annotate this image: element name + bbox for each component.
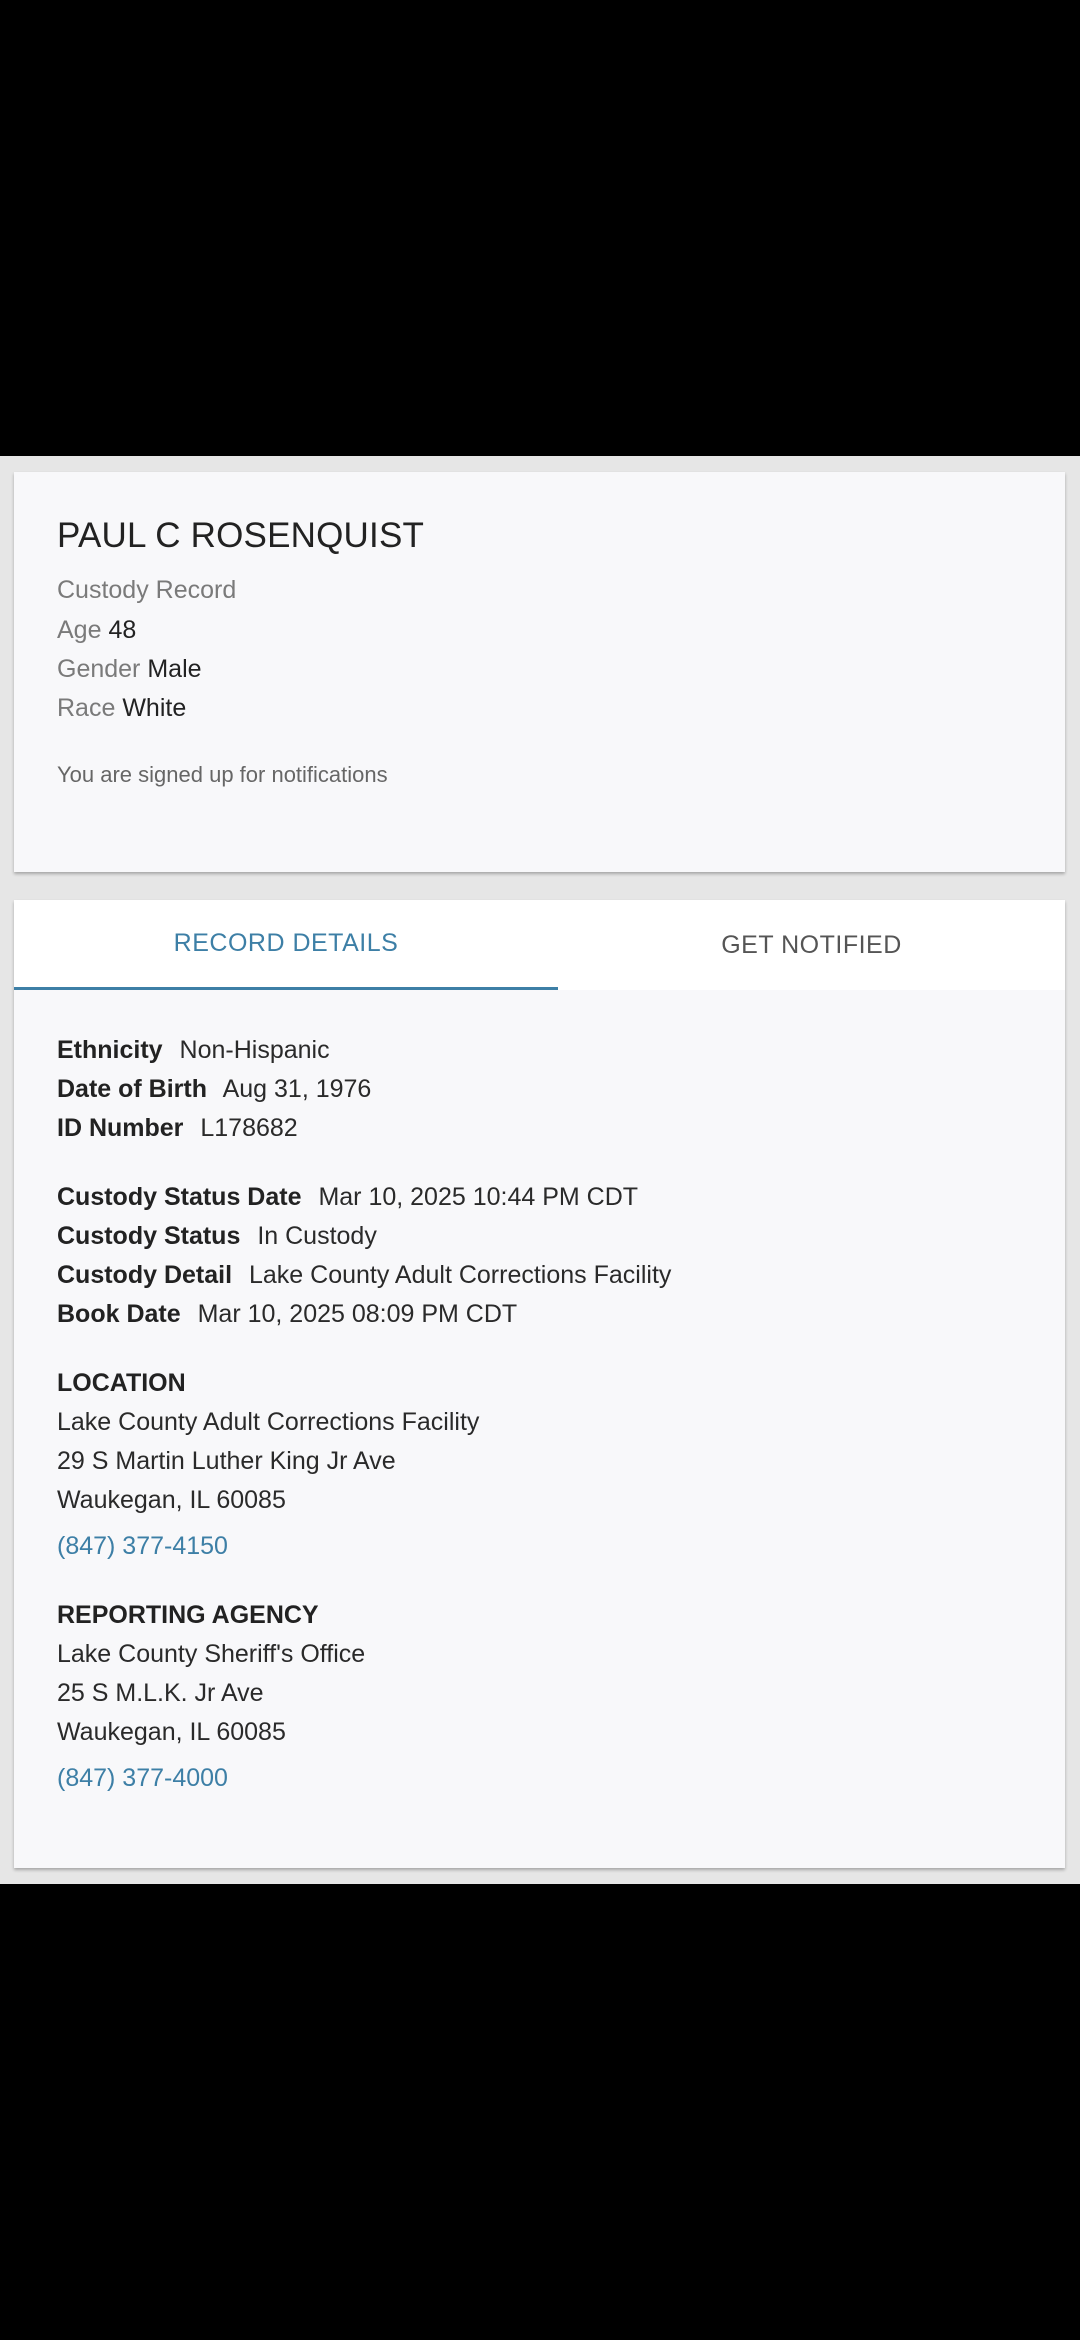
location-city: Waukegan, IL 60085	[57, 1486, 286, 1514]
age-field	[57, 616, 136, 645]
agency-phone-link[interactable]: (847) 377-4000	[57, 1764, 228, 1792]
record-details-card	[14, 900, 1065, 1868]
record-header-card	[14, 472, 1065, 872]
location-name: Lake County Adult Corrections Facility	[57, 1408, 480, 1436]
book-date-row	[57, 1300, 517, 1329]
book-date-value: Mar 10, 2025 08:09 PM CDT	[197, 1300, 518, 1328]
record-type-label: Custody Record	[57, 576, 237, 604]
agency-city: Waukegan, IL 60085	[57, 1718, 286, 1746]
ethnicity-label: Ethnicity	[57, 1036, 163, 1064]
location-street: 29 S Martin Luther King Jr Ave	[57, 1447, 396, 1475]
custody-status-value: In Custody	[257, 1222, 377, 1250]
id-number-label: ID Number	[57, 1114, 184, 1142]
person-name: PAUL C ROSENQUIST	[57, 516, 425, 555]
custody-status-label: Custody Status	[57, 1222, 241, 1250]
custody-status-date-row	[57, 1183, 638, 1212]
location-phone-link[interactable]: (847) 377-4150	[57, 1532, 228, 1560]
custody-status-row	[57, 1222, 377, 1251]
race-value: White	[122, 694, 187, 722]
dob-row	[57, 1075, 371, 1104]
notification-status: You are signed up for notifications	[57, 762, 388, 787]
app-viewport	[0, 456, 1080, 1884]
age-label: Age	[57, 616, 102, 644]
book-date-label: Book Date	[57, 1300, 181, 1328]
gender-field	[57, 655, 202, 684]
gender-value: Male	[147, 655, 202, 683]
race-label: Race	[57, 694, 116, 722]
age-value: 48	[108, 616, 137, 644]
ethnicity-value: Non-Hispanic	[179, 1036, 330, 1064]
tab-record-details[interactable]: RECORD DETAILS	[14, 900, 558, 990]
tab-bar	[14, 900, 1065, 990]
race-field	[57, 694, 186, 723]
location-heading: LOCATION	[57, 1369, 186, 1397]
custody-status-date-label: Custody Status Date	[57, 1183, 302, 1211]
custody-detail-value: Lake County Adult Corrections Facility	[248, 1261, 672, 1289]
dob-label: Date of Birth	[57, 1075, 207, 1103]
dob-value: Aug 31, 1976	[222, 1075, 372, 1103]
custody-status-date-value: Mar 10, 2025 10:44 PM CDT	[318, 1183, 639, 1211]
tab-get-notified[interactable]: GET NOTIFIED	[721, 930, 902, 959]
custody-detail-row	[57, 1261, 671, 1290]
id-number-value: L178682	[200, 1114, 298, 1142]
reporting-agency-heading: REPORTING AGENCY	[57, 1601, 319, 1629]
id-number-row	[57, 1114, 298, 1143]
custody-detail-label: Custody Detail	[57, 1261, 233, 1289]
ethnicity-row	[57, 1036, 330, 1065]
gender-label: Gender	[57, 655, 141, 683]
agency-name: Lake County Sheriff's Office	[57, 1640, 366, 1668]
agency-street: 25 S M.L.K. Jr Ave	[57, 1679, 264, 1707]
